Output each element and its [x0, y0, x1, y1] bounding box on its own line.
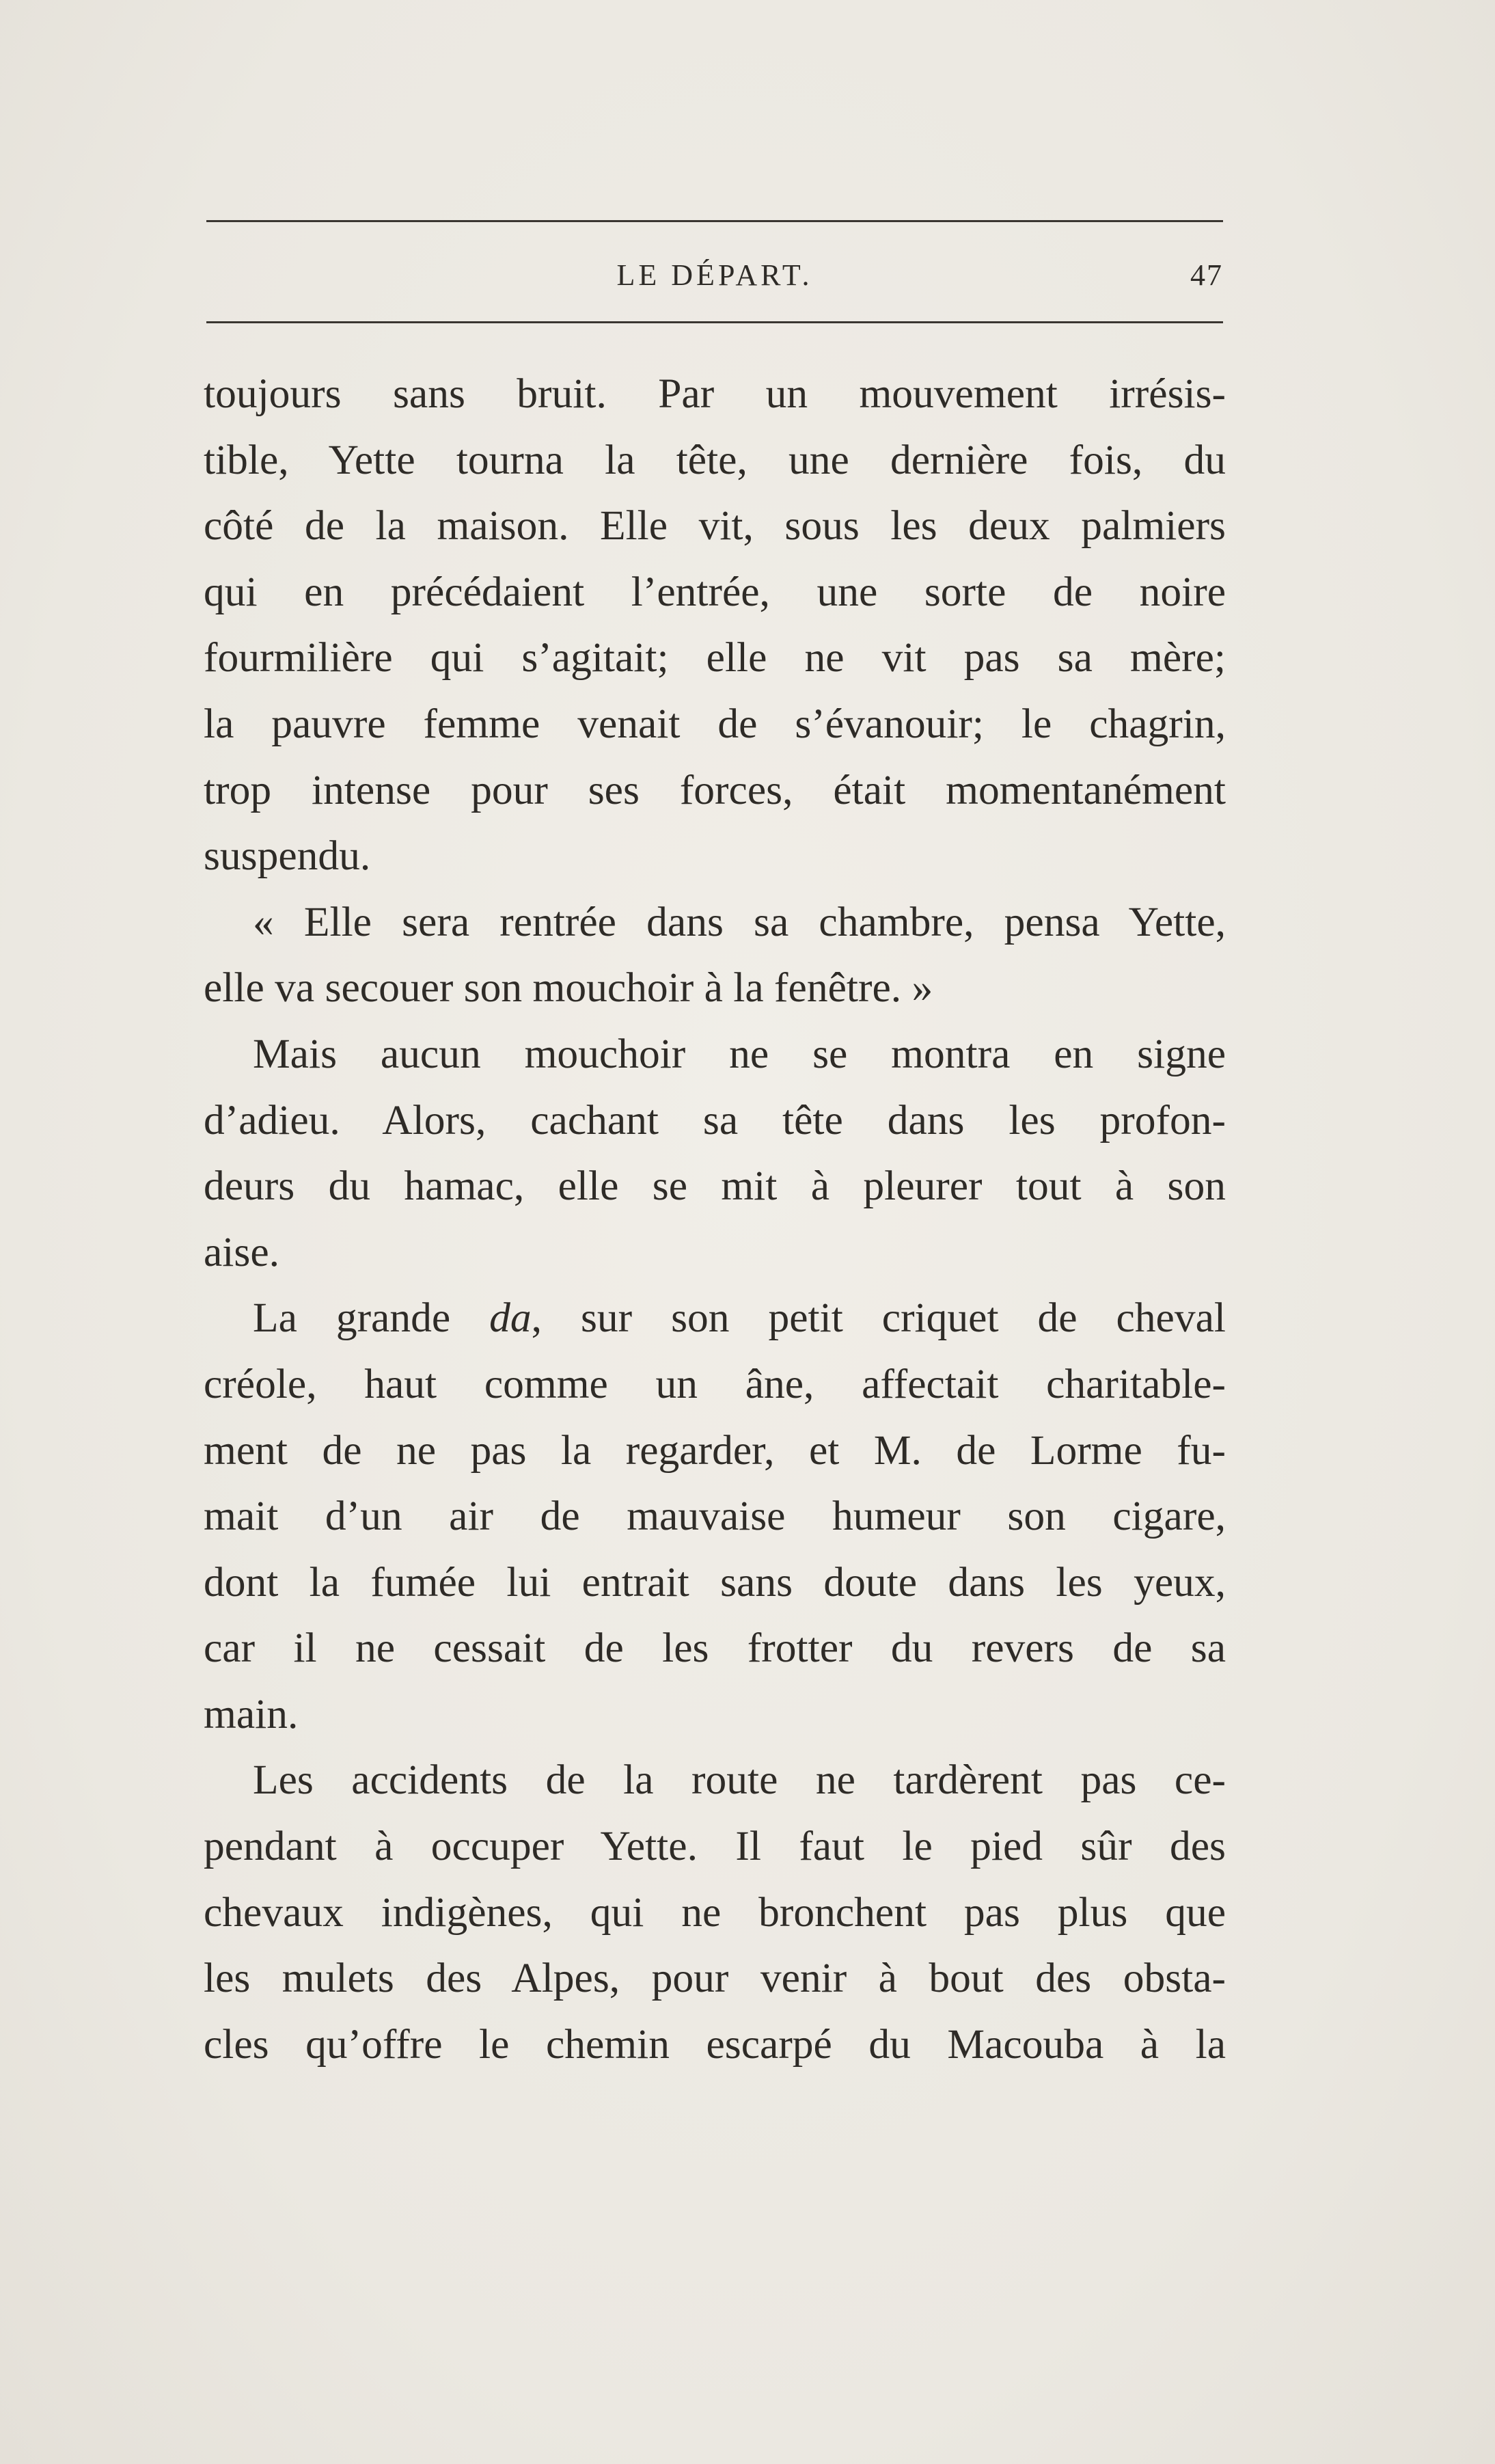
- text-line: cles qu’offre le chemin escarpé du Macouba à la: [204, 2020, 1226, 2068]
- text-line: « Elle sera rentrée dans sa chambre, pensa Yette,: [253, 898, 1226, 945]
- text-line: deurs du hamac, elle se mit à pleurer tout à son: [204, 1163, 1226, 1210]
- header-rule-top: [206, 220, 1223, 222]
- text-line: chevaux indigènes, qui ne bronchent pas plus que: [204, 1888, 1226, 1936]
- text-line: fourmilière qui s’agitait; elle ne vit pas sa mère;: [204, 634, 1226, 681]
- text-line: les mulets des Alpes, pour venir à bout des obsta-: [204, 1955, 1226, 2002]
- text-line: Mais aucun mouchoir ne se montra en signe: [253, 1030, 1226, 1077]
- text-line: qui en précédaient l’entrée, une sorte de noire: [204, 568, 1226, 615]
- text-line: pendant à occuper Yette. Il faut le pied sûr des: [204, 1823, 1226, 1870]
- text-line: tible, Yette tourna la tête, une dernière fois, du: [204, 436, 1226, 483]
- text-line: toujours sans bruit. Par un mouvement irrésis-: [204, 370, 1226, 417]
- text-line: suspendu.: [204, 832, 371, 880]
- text-line: créole, haut comme un âne, affectait charitable-: [204, 1360, 1226, 1407]
- text-line: dont la fumée lui entrait sans doute dans les yeux,: [204, 1558, 1226, 1606]
- text-line: la pauvre femme venait de s’évanouir; le chagrin,: [204, 700, 1226, 747]
- text-line: trop intense pour ses forces, était momentanément: [204, 766, 1226, 813]
- body-text: [204, 361, 1226, 2077]
- text-line: Les accidents de la route ne tardèrent pas ce-: [253, 1757, 1226, 1804]
- text-line: elle va secouer son mouchoir à la fenêtre. »: [204, 964, 933, 1012]
- page-number: 47: [1190, 258, 1223, 292]
- chapter-title: LE DÉPART.: [616, 258, 813, 292]
- text-line: aise.: [204, 1228, 279, 1275]
- text-line: d’adieu. Alors, cachant sa tête dans les profon-: [204, 1096, 1226, 1143]
- text-line: côté de la maison. Elle vit, sous les deux palmiers: [204, 502, 1226, 550]
- text-line: La grande da, sur son petit criquet de cheval: [253, 1295, 1226, 1342]
- text-line: ment de ne pas la regarder, et M. de Lorme fu-: [204, 1426, 1226, 1474]
- text-line: car il ne cessait de les frotter du revers de sa: [204, 1625, 1226, 1672]
- text-line: main.: [204, 1690, 299, 1737]
- running-head: [206, 252, 1223, 299]
- header-rule-bottom: [206, 321, 1223, 323]
- text-line: mait d’un air de mauvaise humeur son cigare,: [204, 1493, 1226, 1540]
